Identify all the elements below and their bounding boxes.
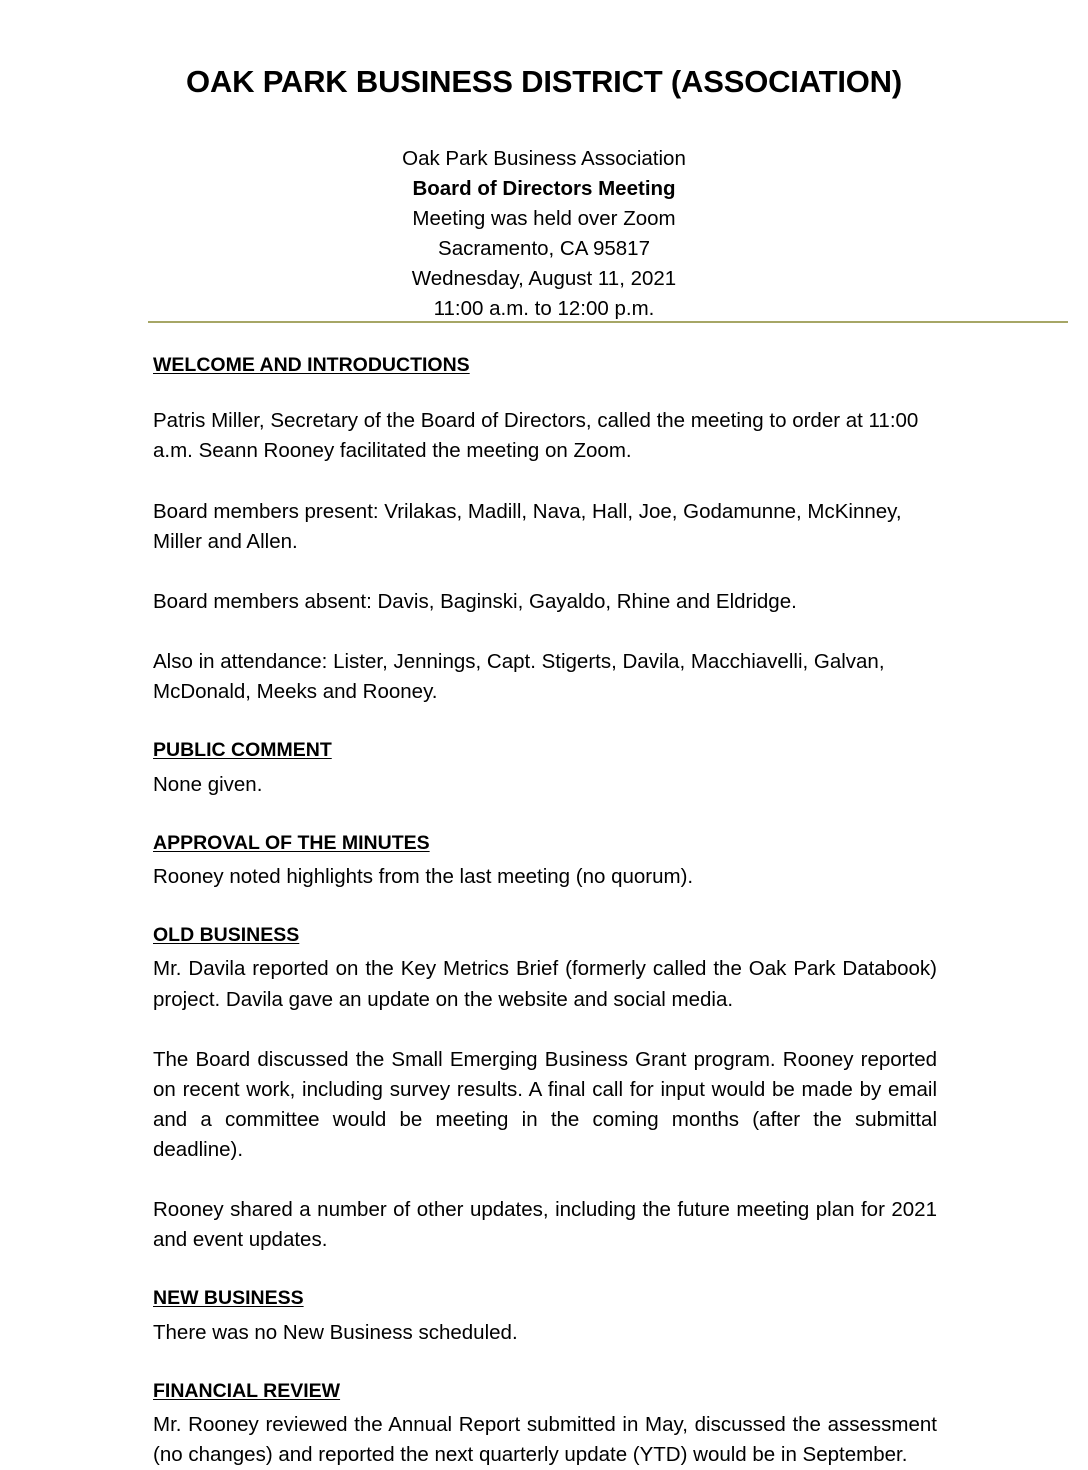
new-business-paragraph-1: There was no New Business scheduled. [153, 1320, 518, 1344]
section-old-business [153, 922, 937, 1255]
spacer [153, 378, 937, 406]
old-business-paragraph-3: Rooney shared a number of other updates, including the future meeting plan for 2021 and event updates. [153, 1198, 937, 1252]
meeting-type: Board of Directors Meeting [412, 176, 676, 200]
section-heading-wrap [153, 922, 937, 948]
old-business-paragraph-1: Mr. Davila reported on the Key Metrics Brief (formerly called the Oak Park Databook) project. Davila gave an update on the website and social media. [153, 957, 937, 1011]
section-heading-wrap [153, 1285, 937, 1311]
section-heading-welcome: WELCOME AND INTRODUCTIONS [153, 354, 470, 376]
spacer [153, 1165, 937, 1195]
spacer [153, 467, 937, 497]
header-divider-rule [148, 321, 1068, 323]
meeting-header-block [0, 100, 1088, 325]
welcome-paragraph-1: Patris Miller, Secretary of the Board of Directors, called the meeting to order at 11:00 a.m. Seann Rooney facilitated the meeting on Zoom. [153, 409, 919, 463]
financial-review-paragraph-1: Mr. Rooney reviewed the Annual Report submitted in May, discussed the assessment (no changes) and reported the next quarterly update (YTD) would be in September. [153, 1413, 937, 1467]
spacer [153, 707, 937, 737]
section-heading-approval-of-minutes: APPROVAL OF THE MINUTES [153, 831, 430, 854]
section-heading-new-business: NEW BUSINESS [153, 1287, 304, 1310]
section-heading-wrap [153, 830, 937, 856]
approval-paragraph-1: Rooney noted highlights from the last meeting (no quorum). [153, 864, 694, 888]
spacer [153, 800, 937, 830]
spacer [153, 1255, 937, 1285]
spacer [153, 892, 937, 922]
section-heading-wrap [153, 737, 937, 763]
meeting-venue: Meeting was held over Zoom [412, 206, 676, 230]
section-financial-review [153, 1378, 937, 1470]
spacer [153, 617, 937, 647]
spacer [153, 1348, 937, 1378]
old-business-paragraph-2: The Board discussed the Small Emerging Business Grant program. Rooney reported on recent work, including survey results. A final call for input would be made by email and a committee would be meeting in the coming months (after the submittal deadline). [153, 1047, 937, 1161]
section-heading-old-business: OLD BUSINESS [153, 924, 300, 947]
meeting-date: Wednesday, August 11, 2021 [411, 267, 677, 291]
section-public-comment [153, 737, 937, 799]
spacer [153, 1015, 937, 1045]
welcome-paragraph-members-present: Board members present: Vrilakas, Madill, Nava, Hall, Joe, Godamunne, McKinney, Miller and Allen. [153, 499, 902, 553]
section-heading-public-comment: PUBLIC COMMENT [153, 739, 332, 762]
welcome-paragraph-members-absent: Board members absent: Davis, Baginski, Gayaldo, Rhine and Eldridge. [153, 589, 797, 613]
minutes-body [153, 352, 937, 1470]
section-welcome-and-introductions [153, 352, 937, 707]
document-title: OAK PARK BUSINESS DISTRICT (ASSOCIATION) [186, 64, 902, 99]
welcome-paragraph-also-in-attendance: Also in attendance: Lister, Jennings, Capt. Stigerts, Davila, Macchiavelli, Galvan, McDonald, Meeks and Rooney. [153, 649, 885, 704]
section-new-business [153, 1285, 937, 1347]
meeting-location: Sacramento, CA 95817 [438, 237, 650, 261]
section-heading-wrap [153, 1378, 937, 1404]
section-heading-wrap [153, 352, 937, 378]
organization-name: Oak Park Business Association [402, 146, 686, 170]
section-approval-of-the-minutes [153, 830, 937, 892]
public-comment-paragraph-1: None given. [153, 772, 263, 796]
spacer [153, 557, 937, 587]
meeting-time: 11:00 a.m. to 12:00 p.m. [433, 297, 655, 321]
section-heading-financial-review: FINANCIAL REVIEW [153, 1379, 341, 1402]
